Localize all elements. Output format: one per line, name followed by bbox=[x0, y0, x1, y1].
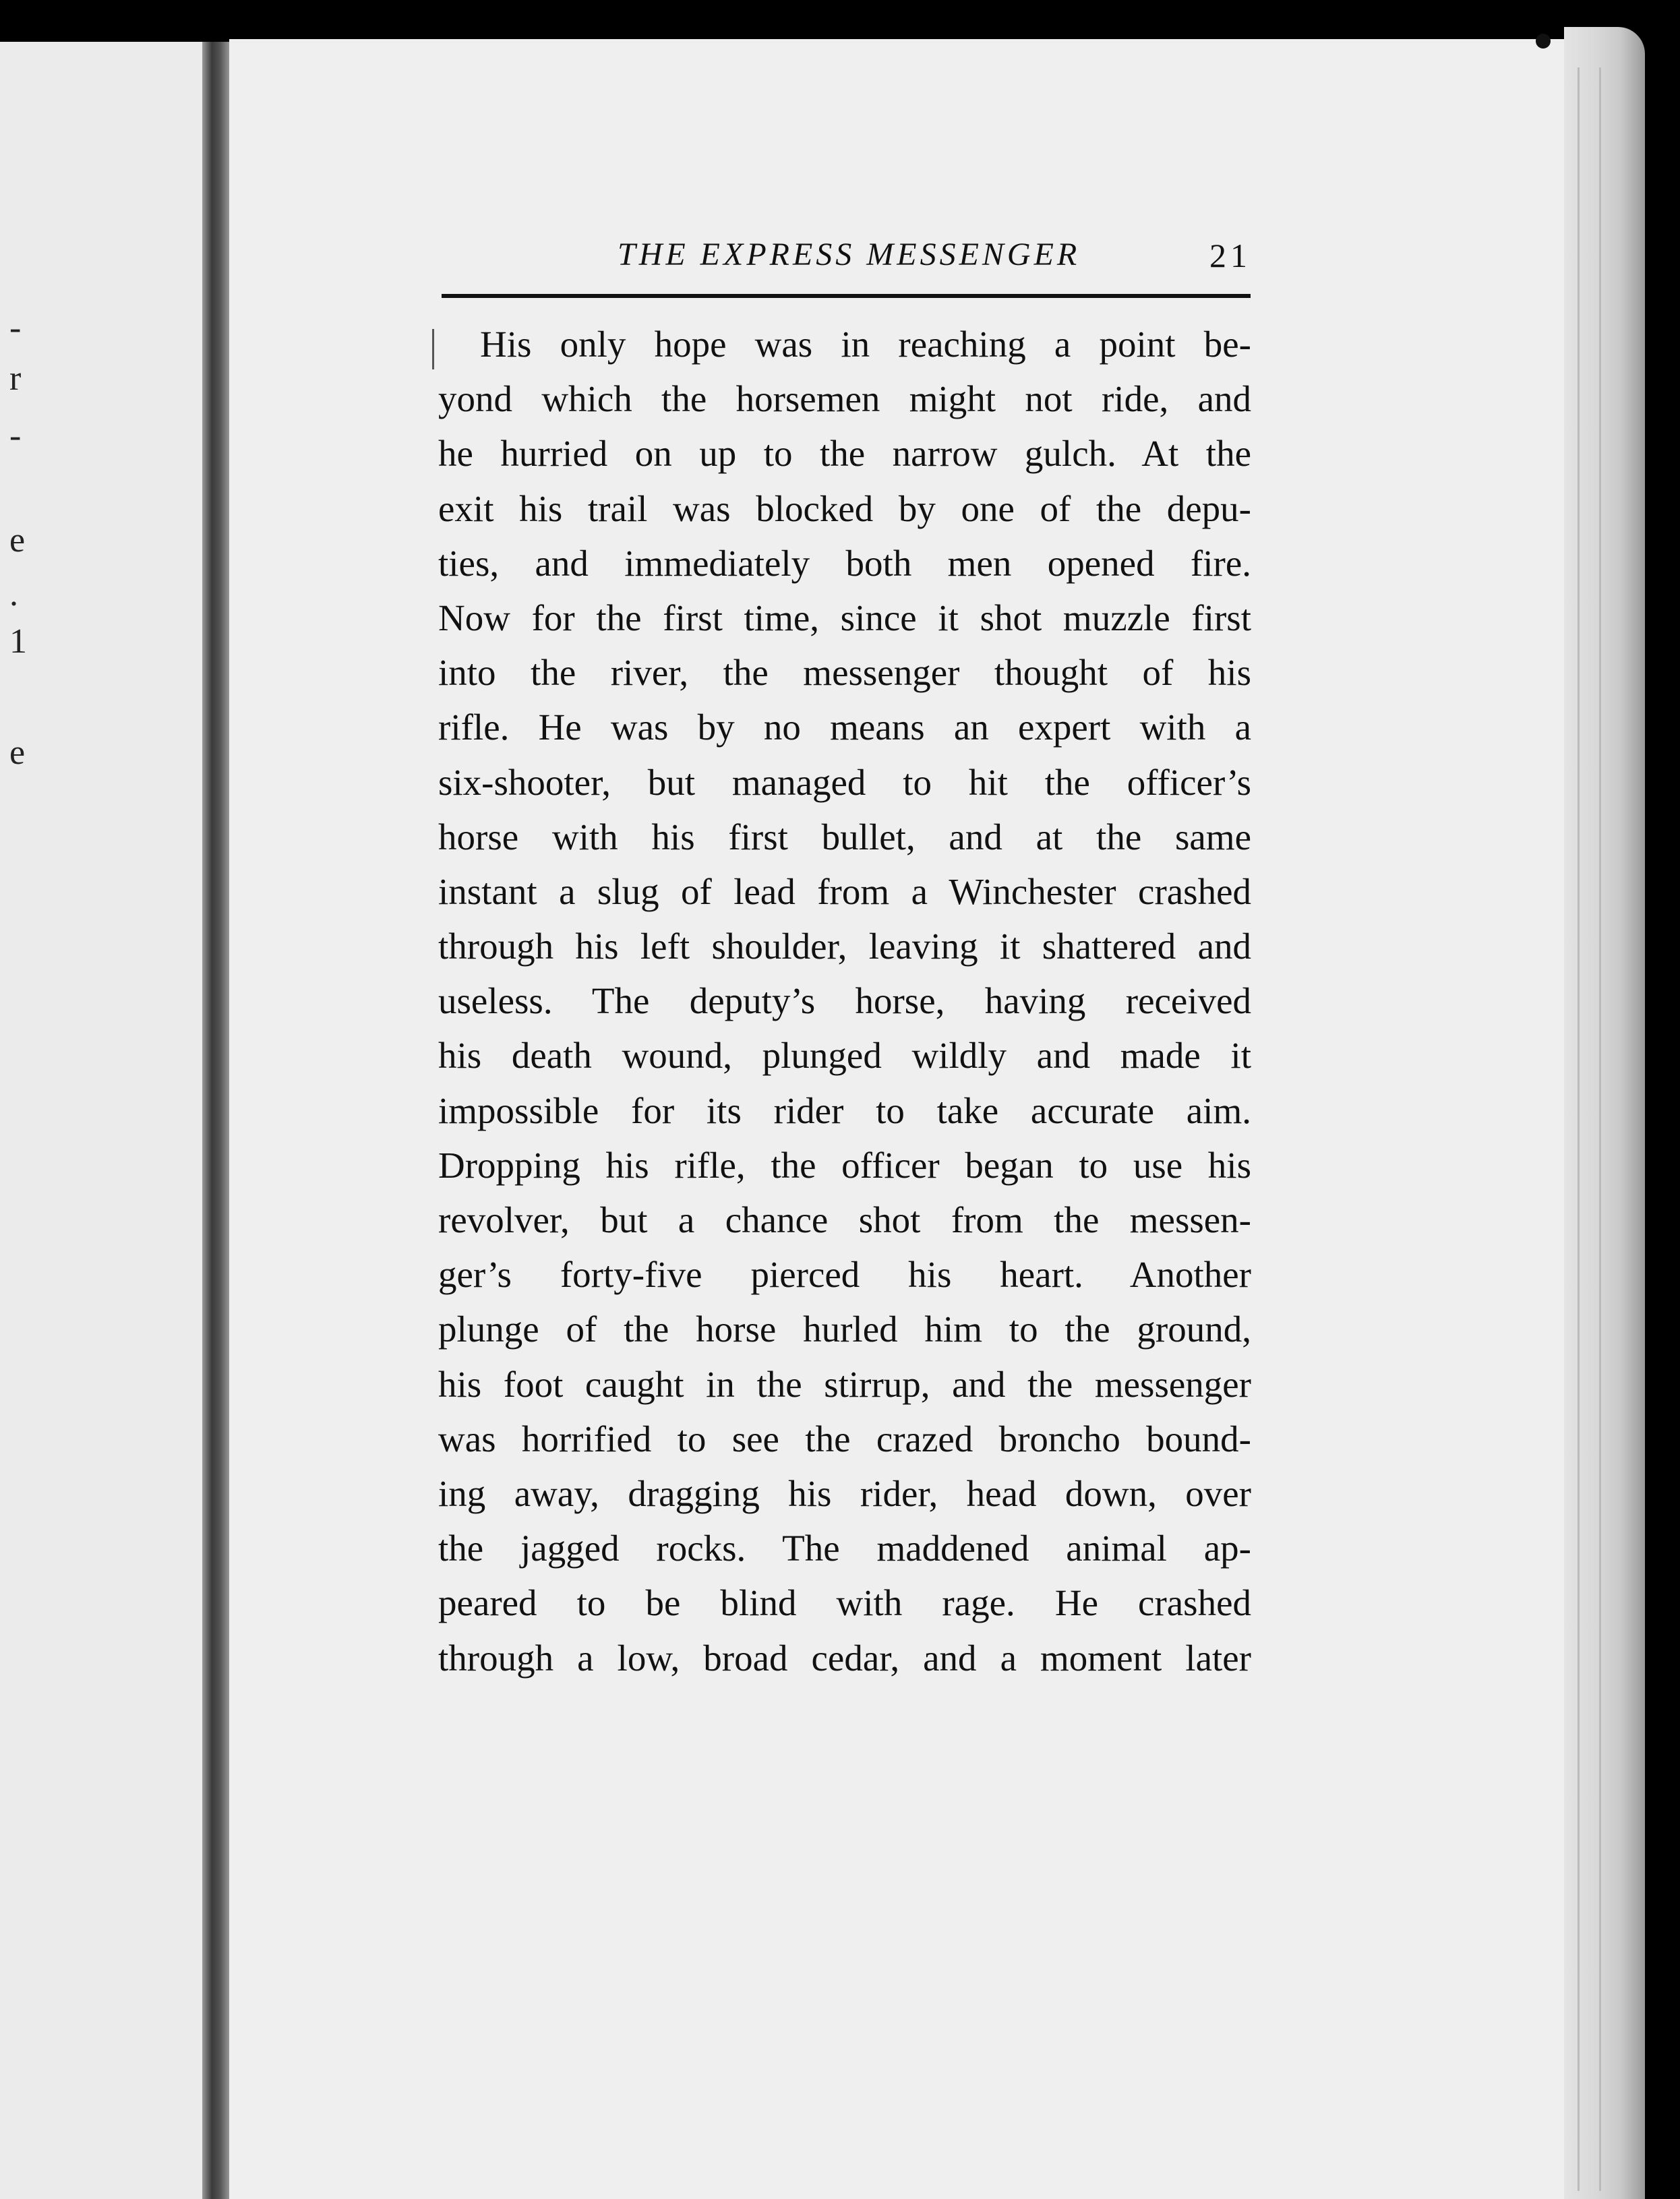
text-line: ties, and immediately both men opened fire. bbox=[438, 542, 1251, 584]
fragment-mark: r bbox=[9, 359, 22, 398]
text-line: exit his trail was blocked by one of the depu- bbox=[438, 487, 1251, 529]
text-line: His only hope was in reaching a point be- bbox=[480, 324, 1251, 365]
fragment-mark: . bbox=[9, 575, 18, 613]
text-line: the jagged rocks. The maddened animal ap- bbox=[438, 1528, 1251, 1569]
text-line: ing away, dragging his rider, head down, over bbox=[438, 1472, 1251, 1514]
fragment-mark: 1 bbox=[9, 622, 27, 661]
text-line: rifle. He was by no means an expert with a bbox=[438, 706, 1251, 748]
text-line: Dropping his rifle, the officer began to use his bbox=[438, 1144, 1251, 1186]
text-line: useless. The deputy’s horse, having received bbox=[438, 980, 1251, 1022]
body-paragraph bbox=[438, 317, 1251, 1685]
text-line: through a low, broad cedar, and a moment later bbox=[438, 1637, 1251, 1679]
text-line: horse with his first bullet, and at the same bbox=[438, 816, 1251, 857]
text-line: his foot caught in the stirrup, and the messenger bbox=[438, 1363, 1251, 1405]
text-line: plunge of the horse hurled him to the ground, bbox=[438, 1308, 1251, 1350]
fore-edge-line bbox=[1578, 67, 1580, 2191]
text-line: his death wound, plunged wildly and made it bbox=[438, 1035, 1251, 1077]
margin-tick bbox=[432, 329, 434, 369]
facing-page-edge bbox=[0, 42, 214, 2199]
text-line: peared to be blind with rage. He crashed bbox=[438, 1582, 1251, 1624]
fragment-mark: - bbox=[9, 309, 22, 347]
text-line: he hurried on up to the narrow gulch. At the bbox=[438, 433, 1251, 475]
text-line: impossible for its rider to take accurate aim. bbox=[438, 1089, 1251, 1131]
fore-edge-line bbox=[1599, 67, 1601, 2191]
text-line: yond which the horsemen might not ride, and bbox=[438, 378, 1251, 420]
text-line: Now for the first time, since it shot muzzle first bbox=[438, 597, 1251, 638]
fragment-mark: - bbox=[9, 417, 22, 455]
header-rule bbox=[442, 294, 1251, 298]
text-line: six-shooter, but managed to hit the officer’s bbox=[438, 761, 1251, 803]
scan-speck bbox=[1536, 34, 1551, 49]
fragment-mark: e bbox=[9, 733, 26, 772]
text-line: revolver, but a chance shot from the messen- bbox=[438, 1199, 1251, 1240]
facing-page-text-fragments bbox=[0, 42, 40, 1727]
fragment-mark: e bbox=[9, 521, 26, 560]
text-line: was horrified to see the crazed broncho bound- bbox=[438, 1418, 1251, 1459]
text-line: into the river, the messenger thought of his bbox=[438, 652, 1251, 694]
page-fore-edge bbox=[1564, 27, 1645, 2199]
text-line: instant a slug of lead from a Winchester crashed bbox=[438, 870, 1251, 912]
running-head bbox=[445, 236, 1251, 290]
text-line: through his left shoulder, leaving it shattered and bbox=[438, 926, 1251, 967]
running-head-title: THE EXPRESS MESSENGER bbox=[618, 237, 1081, 272]
page-number: 21 bbox=[1209, 237, 1251, 274]
text-line: ger’s forty-five pierced his heart. Another bbox=[438, 1254, 1251, 1296]
